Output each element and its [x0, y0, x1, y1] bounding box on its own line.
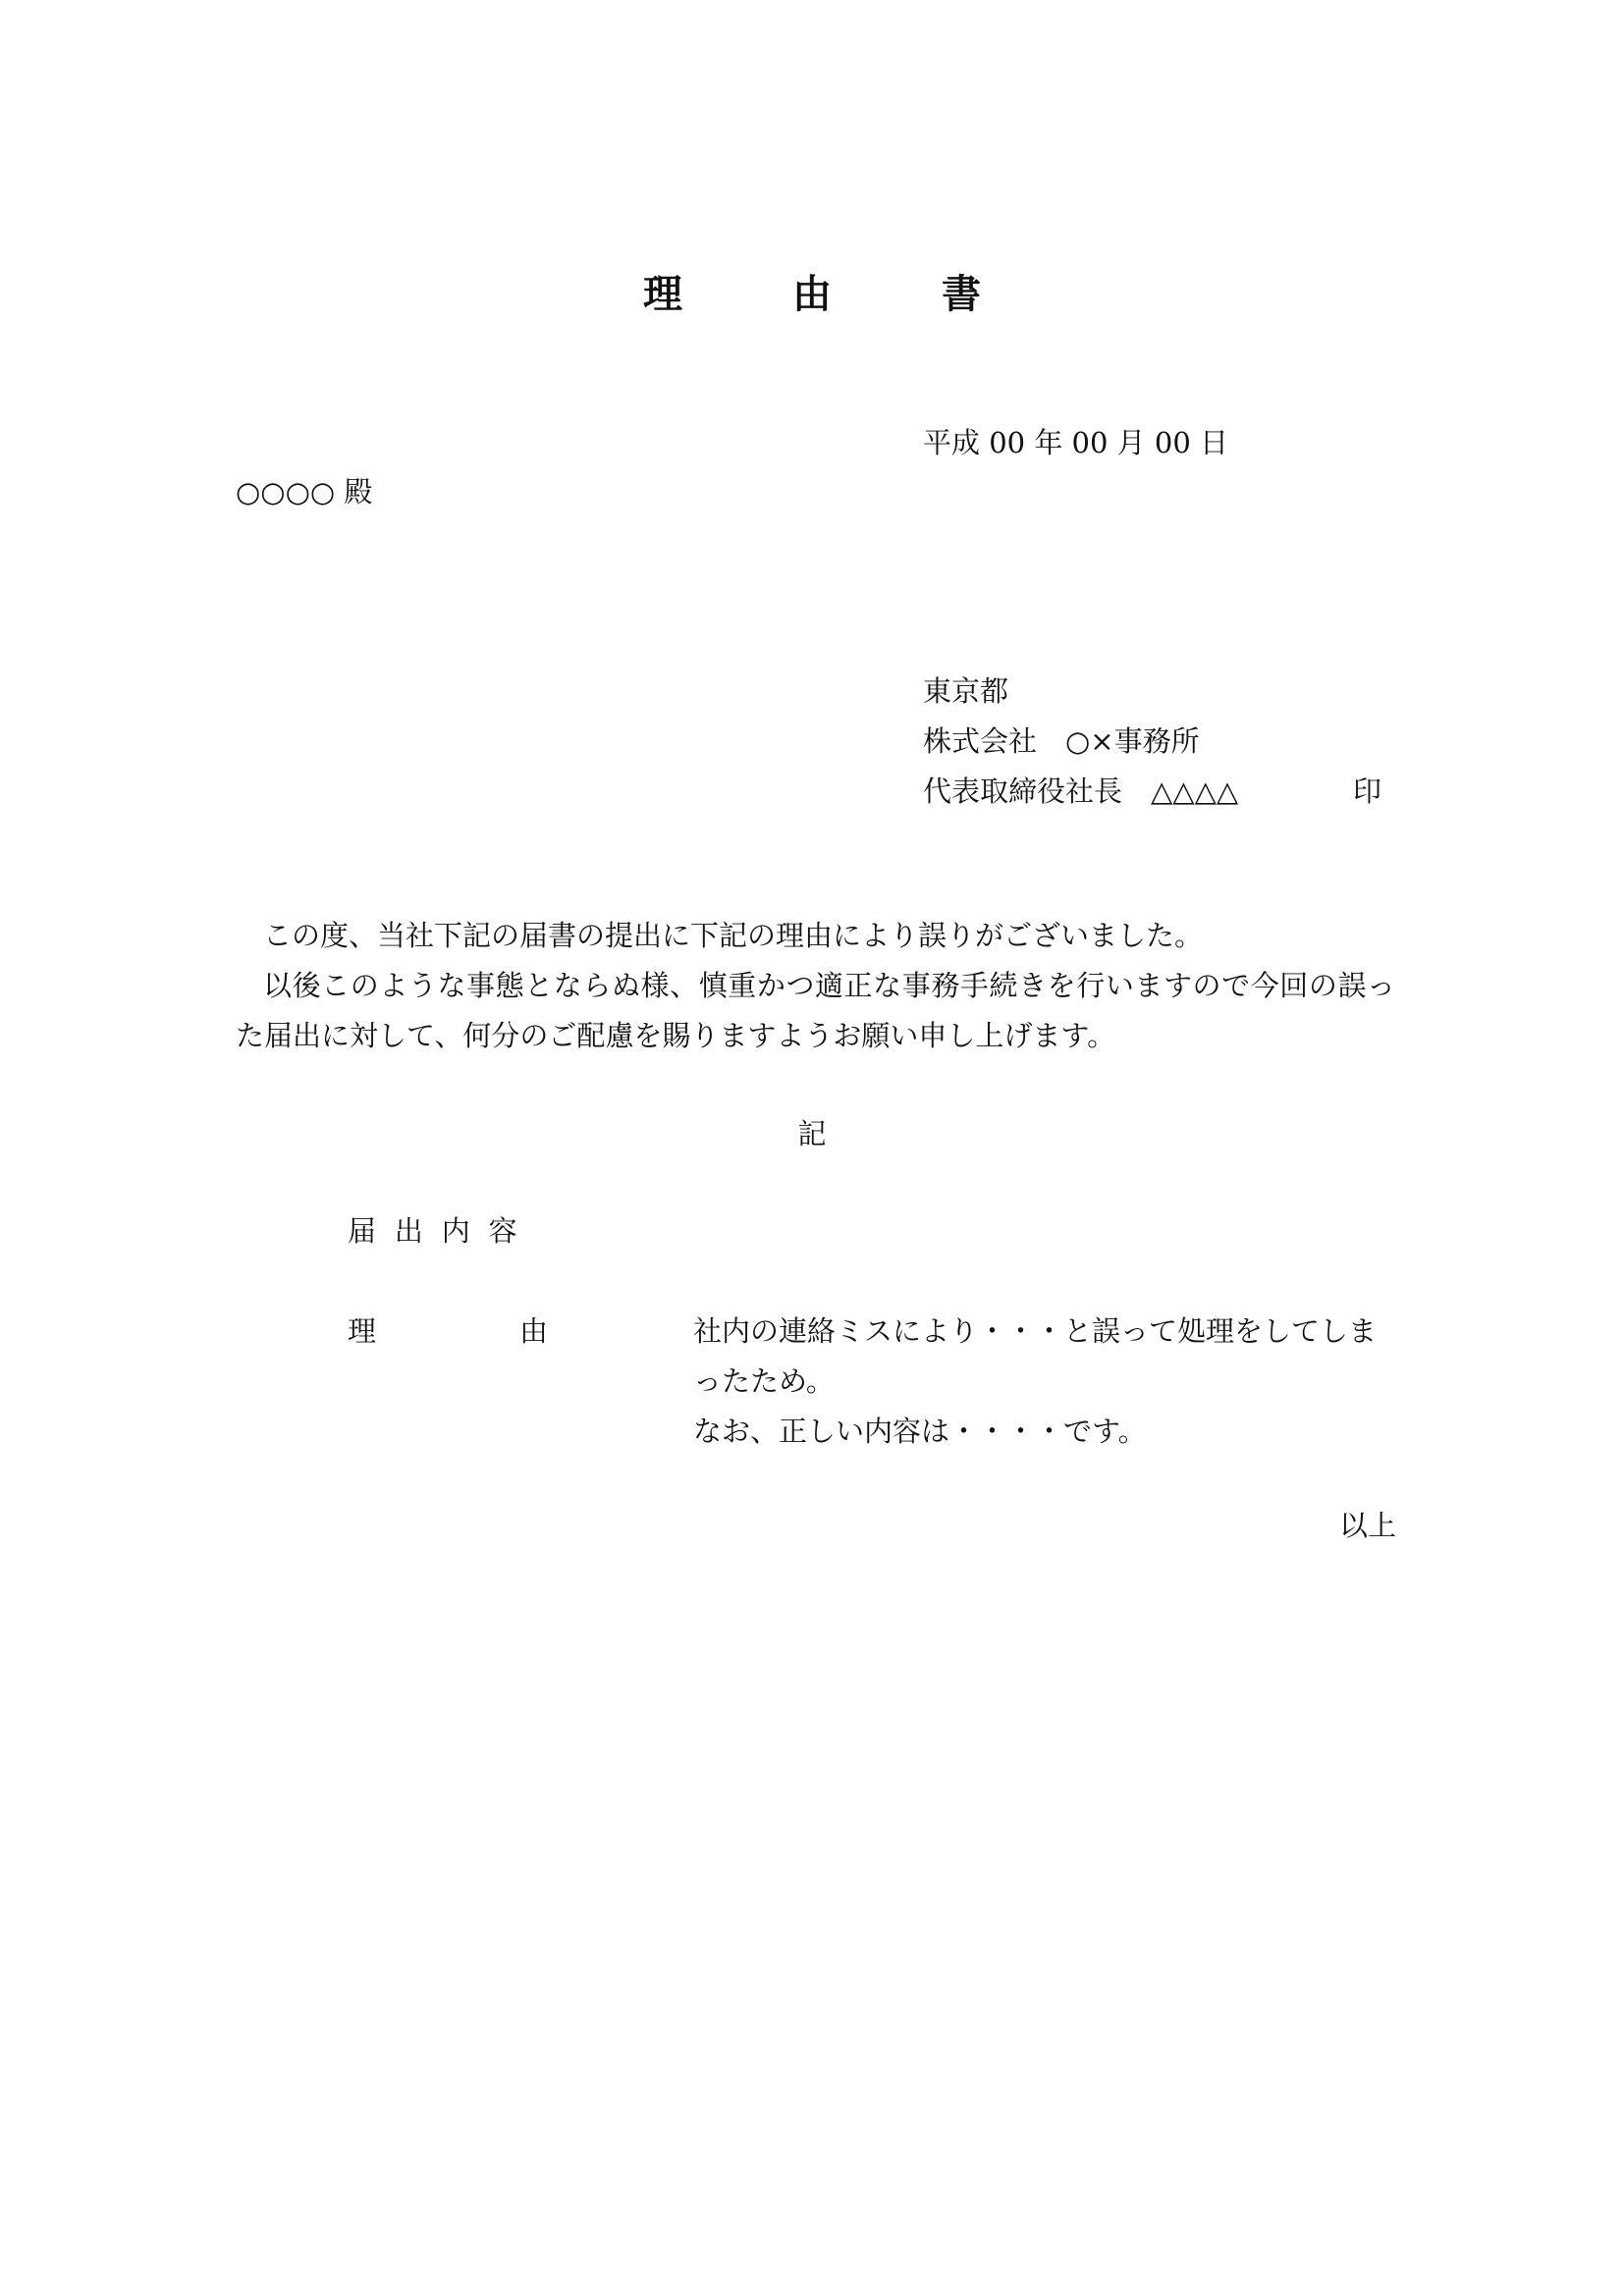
addressee: ○○○○ 殿 [236, 475, 373, 508]
body-paragraph-line: この度、当社下記の届書の提出に下記の理由により誤りがございました。 [263, 919, 1204, 952]
body-paragraph-line: た届出に対して、何分のご配慮を賜りますようお願い申し上げます。 [236, 1019, 1116, 1052]
reason-line: ったため。 [693, 1364, 835, 1398]
document-title: 理 由 書 [643, 271, 1016, 317]
reason-label-first: 理 [348, 1314, 377, 1348]
sender-address: 東京都 [923, 674, 1009, 708]
reason-label-second: 由 [519, 1314, 549, 1348]
reason-line: 社内の連絡ミスにより・・・と誤って処理をしてしま [693, 1314, 1378, 1348]
reason-line: なお、正しい内容は・・・・です。 [693, 1415, 1147, 1448]
document-date: 平成 00 年 00 月 00 日 [923, 426, 1229, 459]
sender-representative: 代表取締役社長 △△△△ [923, 774, 1239, 808]
content-label: 届出内容 [348, 1214, 536, 1248]
ki-heading: 記 [797, 1117, 827, 1150]
sender-company: 株式会社 ○×事務所 [923, 724, 1200, 758]
closing-word: 以上 [1339, 1509, 1397, 1542]
seal-mark: 印 [1353, 774, 1382, 808]
body-paragraph-line: 以後このような事態とならぬ様、慎重かつ適正な事務手続きを行いますので今回の誤っ [263, 969, 1396, 1002]
